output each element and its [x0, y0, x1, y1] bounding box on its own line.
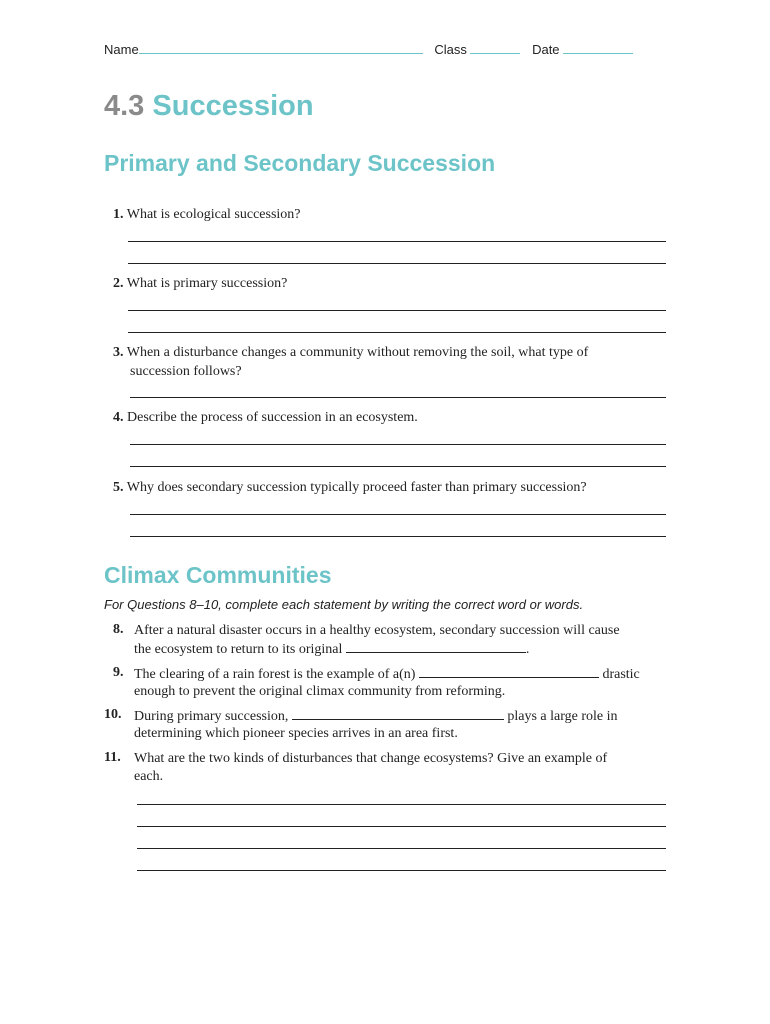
question-number-9: 9. [113, 665, 124, 680]
question-number: 3. [113, 345, 124, 360]
question-text: the ecosystem to return to its original [134, 642, 343, 657]
header [104, 41, 633, 57]
answer-line[interactable] [130, 536, 666, 537]
question-text: What is ecological succession? [126, 207, 301, 222]
question-number-8: 8. [113, 622, 124, 637]
name-label: Name [104, 42, 139, 57]
fill-blank-8[interactable] [346, 640, 526, 653]
question-number: 4. [113, 410, 124, 425]
question-2 [113, 275, 287, 293]
question-3 [113, 344, 588, 362]
question-text: Why does secondary succession typically proceed faster than primary succession? [126, 480, 587, 495]
question-text-end: . [525, 642, 530, 657]
question-11-line1: What are the two kinds of disturbances that change ecosystems? Give an example of [134, 751, 608, 766]
question-number: 5. [113, 480, 124, 495]
answer-line[interactable] [137, 848, 666, 849]
fill-blank-10[interactable] [292, 707, 504, 720]
question-1 [113, 206, 301, 224]
class-field[interactable] [470, 41, 520, 54]
question-11-line2: each. [134, 769, 164, 784]
answer-line[interactable] [137, 870, 666, 871]
title-number: 4.3 [104, 90, 145, 122]
question-9-line2: enough to prevent the original climax community from reforming. [134, 684, 506, 699]
question-9-line1 [134, 665, 640, 684]
question-number-11: 11. [104, 750, 121, 765]
question-text-end: plays a large role in [507, 709, 618, 724]
question-4 [113, 409, 418, 427]
question-10-line2: determining which pioneer species arrives in an area first. [134, 726, 458, 741]
answer-line[interactable] [128, 332, 666, 333]
instructions: For Questions 8–10, complete each statement by writing the correct word or words. [104, 597, 584, 612]
section-heading-primary-secondary: Primary and Secondary Succession [104, 150, 496, 176]
question-8-line1: After a natural disaster occurs in a healthy ecosystem, secondary succession will cause [134, 623, 620, 638]
fill-blank-9[interactable] [419, 665, 599, 678]
question-text: The clearing of a rain forest is the example of a(n) [134, 667, 416, 682]
question-text: When a disturbance changes a community without removing the soil, what type of [126, 345, 589, 360]
question-text: Describe the process of succession in an ecosystem. [127, 410, 418, 425]
question-text-end: drastic [602, 667, 640, 682]
answer-line[interactable] [130, 397, 666, 398]
answer-line[interactable] [130, 444, 666, 445]
answer-line[interactable] [128, 241, 666, 242]
answer-line[interactable] [130, 514, 666, 515]
section-heading-climax: Climax Communities [104, 562, 332, 588]
question-number: 1. [113, 207, 124, 222]
class-label: Class [434, 42, 467, 57]
title-text: Succession [152, 90, 314, 122]
question-text: What is primary succession? [126, 276, 288, 291]
date-label: Date [532, 42, 560, 57]
answer-line[interactable] [137, 804, 666, 805]
question-number-10: 10. [104, 707, 122, 722]
answer-line[interactable] [130, 466, 666, 467]
page-title [104, 90, 314, 123]
date-field[interactable] [563, 41, 633, 54]
question-10-line1 [134, 707, 618, 726]
answer-line[interactable] [128, 310, 666, 311]
question-3-continued: succession follows? [130, 364, 242, 379]
answer-line[interactable] [128, 263, 666, 264]
answer-line[interactable] [137, 826, 666, 827]
question-8-line2 [134, 640, 529, 659]
name-field[interactable] [139, 41, 423, 54]
question-text: During primary succession, [134, 709, 289, 724]
question-5 [113, 479, 587, 497]
question-number: 2. [113, 276, 124, 291]
